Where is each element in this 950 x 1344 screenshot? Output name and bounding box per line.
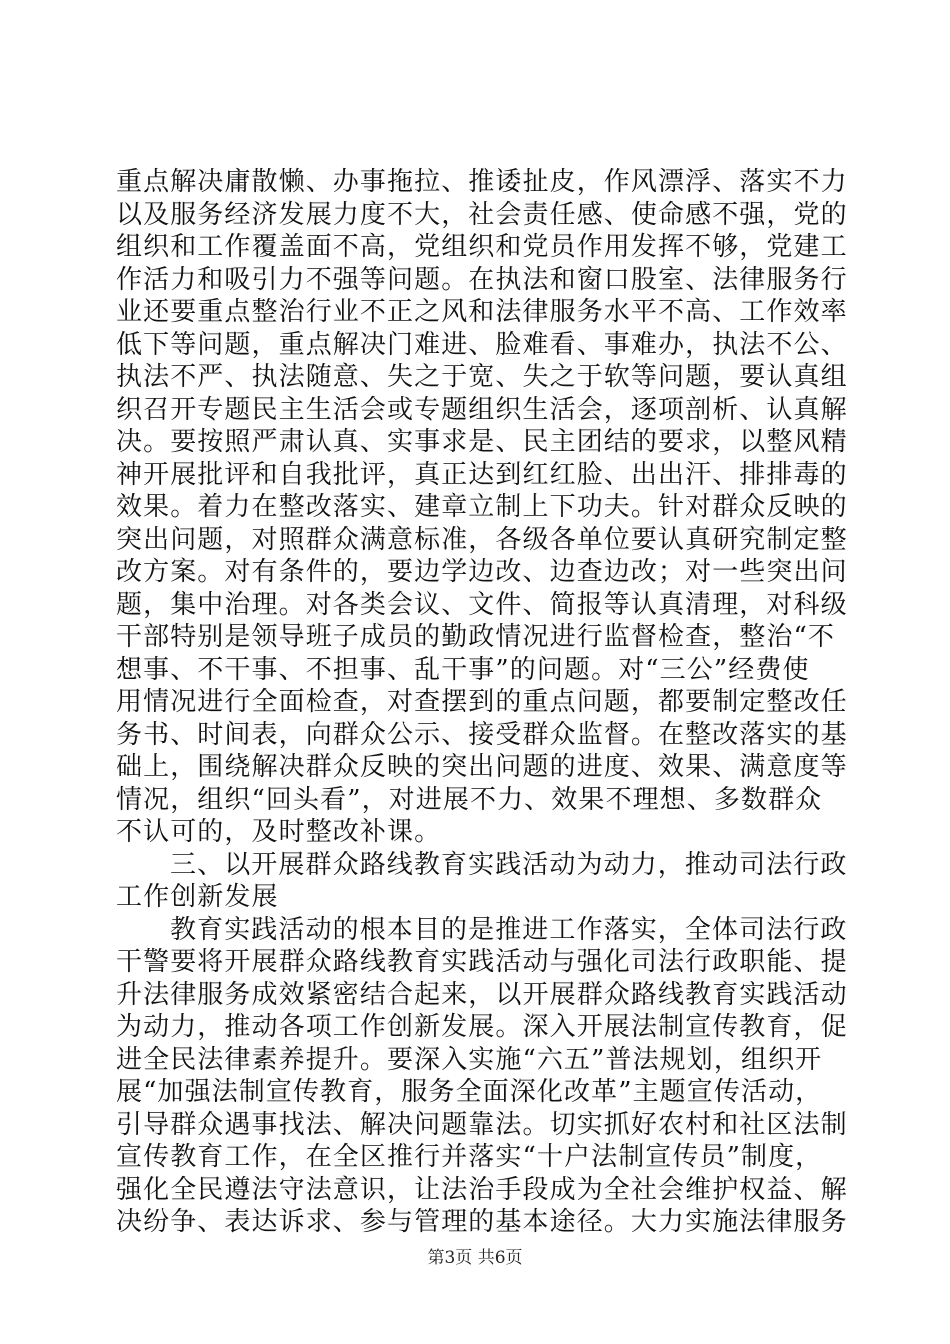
text-line: 重点解决庸散懒、办事拖拉、推诿扯皮，作风漂浮、落实不力 xyxy=(116,167,848,197)
text-line: 以及服务经济发展力度不大，社会责任感、使命感不强，党的 xyxy=(116,199,848,230)
text-line: 强化全民遵法守法意识，让法治手段成为全社会维护权益、解 xyxy=(116,1174,848,1205)
section-heading-line: 三、以开展群众路线教育实践活动为动力，推动司法行政 xyxy=(170,849,848,880)
text-line: 效果。着力在整改落实、建章立制上下功夫。针对群众反映的 xyxy=(116,492,848,522)
text-line: 干警要将开展群众路线教育实践活动与强化司法行政职能、提 xyxy=(116,947,848,977)
page-number: 第3页 共6页 xyxy=(427,1248,523,1268)
text-line: 业还要重点整治行业不正之风和法律服务水平不高、工作效率 xyxy=(116,297,848,327)
text-line: 教育实践活动的根本目的是推进工作落实，全体司法行政 xyxy=(170,914,848,945)
text-line: 为动力，推动各项工作创新发展。深入开展法制宣传教育，促 xyxy=(116,1012,848,1042)
text-line: 改方案。对有条件的，要边学边改、边查边改；对一些突出问 xyxy=(116,557,848,587)
page-footer xyxy=(0,1247,950,1269)
body-text xyxy=(116,166,848,1239)
text-line: 织召开专题民主生活会或专题组织生活会，逐项剖析、认真解 xyxy=(116,394,848,425)
text-line: 务书、时间表，向群众公示、接受群众监督。在整改落实的基 xyxy=(116,719,848,750)
text-line: 执法不严、执法随意、失之于宽、失之于软等问题，要认真组 xyxy=(116,362,848,392)
text-line: 突出问题，对照群众满意标准，各级各单位要认真研究制定整 xyxy=(116,524,848,555)
text-line: 用情况进行全面检查，对查摆到的重点问题，都要制定整改任 xyxy=(116,687,848,717)
text-line: 神开展批评和自我批评，真正达到红红脸、出出汗、排排毒的 xyxy=(116,459,848,490)
text-line: 础上，围绕解决群众反映的突出问题的进度、效果、满意度等 xyxy=(116,752,848,782)
section-heading-line: 工作创新发展 xyxy=(116,882,279,912)
text-line: 决纷争、表达诉求、参与管理的基本途径。大力实施法律服务 xyxy=(116,1207,848,1237)
text-line: 不认可的，及时整改补课。 xyxy=(116,817,442,847)
text-line: 进全民法律素养提升。要深入实施“六五”普法规划，组织开 xyxy=(116,1044,823,1075)
text-line: 作活力和吸引力不强等问题。在执法和窗口股室、法律服务行 xyxy=(116,264,848,295)
text-line: 引导群众遇事找法、解决问题靠法。切实抓好农村和社区法制 xyxy=(116,1109,848,1140)
text-line: 想事、不干事、不担事、乱干事”的问题。对“三公”经费使 xyxy=(116,654,810,685)
text-line: 宣传教育工作，在全区推行并落实“十户法制宣传员”制度， xyxy=(116,1142,823,1172)
text-line: 情况，组织“回头看”，对进展不力、效果不理想、多数群众 xyxy=(116,784,823,815)
text-line: 组织和工作覆盖面不高，党组织和党员作用发挥不够，党建工 xyxy=(116,232,848,262)
text-line: 升法律服务成效紧密结合起来，以开展群众路线教育实践活动 xyxy=(116,979,848,1010)
text-line: 展“加强法制宣传教育，服务全面深化改革”主题宣传活动， xyxy=(116,1077,823,1107)
text-line: 低下等问题，重点解决门难进、脸难看、事难办，执法不公、 xyxy=(116,329,848,360)
text-line: 决。要按照严肃认真、实事求是、民主团结的要求，以整风精 xyxy=(116,427,848,457)
text-line: 干部特别是领导班子成员的勤政情况进行监督检查，整治“不 xyxy=(116,622,835,652)
text-line: 题，集中治理。对各类会议、文件、简报等认真清理，对科级 xyxy=(116,589,848,620)
